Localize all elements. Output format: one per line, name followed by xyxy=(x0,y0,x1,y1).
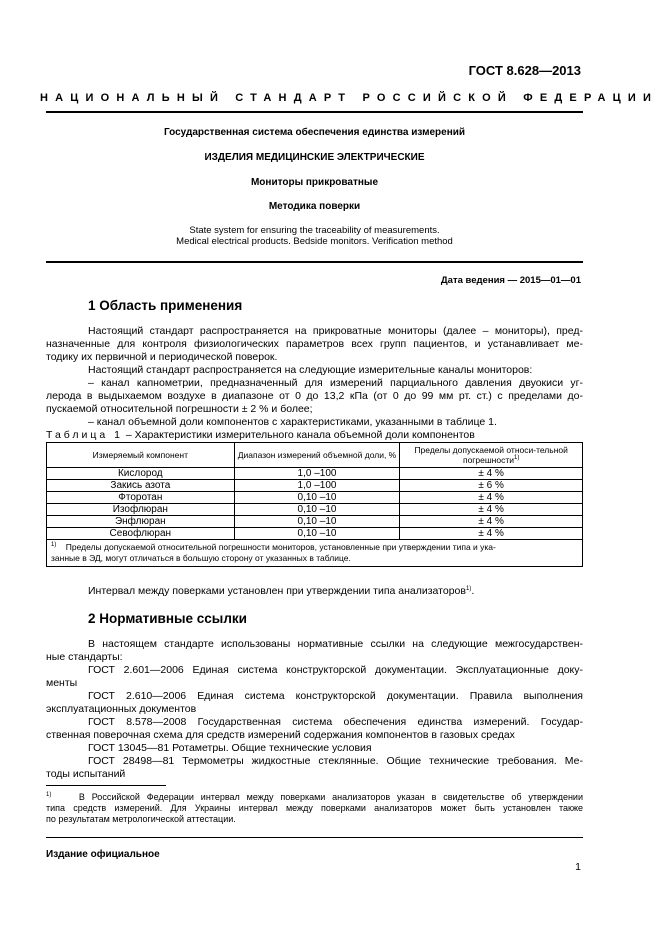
intro-date: Дата ведения — 2015—01—01 xyxy=(440,275,581,286)
text-line: ГОСТ 8.578—2008 Государственная система обеспечения единства измерений. Государ- xyxy=(88,716,583,728)
text-line: менты xyxy=(46,677,78,689)
table-header-text: Пределы допускаемой относи-тельной погрешности xyxy=(414,445,568,465)
text-line: ГОСТ 2.610—2006 Единая система конструкторской документации. Правила выполнения xyxy=(88,690,583,702)
table-row xyxy=(47,504,583,516)
interval-paragraph xyxy=(46,585,583,598)
table-cell: 0,10 –10 xyxy=(234,528,400,540)
text-line: Настоящий стандарт распространяется на прикроватные мониторы (далее – мониторы), пред- xyxy=(88,325,583,337)
table-cell: 1,0 –100 xyxy=(234,480,400,492)
section2-heading: 2 Нормативные ссылки xyxy=(88,611,247,626)
footnote-line: типа средств измерений. Для Украины интервал между поверками анализаторов может быть установлен также xyxy=(46,803,583,813)
text-line: Настоящий стандарт распространяется на следующие измерительные каналы мониторов: xyxy=(88,364,533,376)
table-row xyxy=(47,528,583,540)
title-method: Методика поверки xyxy=(268,201,361,212)
text-line: эксплуатационных документов xyxy=(46,703,197,715)
table1 xyxy=(46,442,583,567)
text-line: ГОСТ 2.601—2006 Единая система конструкторской документации. Эксплуатационные доку- xyxy=(88,664,583,676)
table-cell: ± 4 % xyxy=(400,468,583,480)
footnote-mark: 1) xyxy=(51,542,57,548)
footnote-line: по результатам метрологической аттестации. xyxy=(46,814,236,824)
page-number: 1 xyxy=(575,861,581,873)
table-cell: ± 6 % xyxy=(400,480,583,492)
table-note-row xyxy=(47,540,583,567)
table-cell: Севофлюран xyxy=(47,528,235,540)
text-line: ГОСТ 28498—81 Термометры жидкостные стеклянные. Общие технические требования. Ме- xyxy=(88,755,583,767)
table-note-line: Пределы допускаемой относительной погрешности мониторов, установленные при утверждении типа и ука- xyxy=(65,542,496,552)
table-cell: ± 4 % xyxy=(400,528,583,540)
title-english-2: Medical electrical products. Bedside monitors. Verification method xyxy=(176,236,453,247)
edition-label: Издание официальное xyxy=(46,849,160,860)
footer-rule xyxy=(46,837,583,838)
table-header-cell: Измеряемый компонент xyxy=(47,443,235,468)
table-note xyxy=(47,540,583,567)
section1-heading: 1 Область применения xyxy=(88,298,243,313)
text-line: лерода в выдыхаемом воздухе в диапазоне от 0 до 13,2 кПа (от 0 до 99 мм рт. ст.) с пределами до- xyxy=(46,390,583,402)
text-line: пускаемой относительной погрешности ± 2 % и более; xyxy=(46,403,313,415)
text-line: ные стандарты: xyxy=(46,651,123,663)
footnote-mark: 1) xyxy=(514,455,520,461)
table-row xyxy=(47,492,583,504)
table-row xyxy=(47,480,583,492)
text-line: В настоящем стандарте использованы нормативные ссылки на следующие межгосударствен- xyxy=(88,638,583,650)
text-line: тодику их первичной и периодической поверок. xyxy=(46,351,278,363)
title-system: Государственная система обеспечения единства измерений xyxy=(163,127,466,138)
table-cell: ± 4 % xyxy=(400,492,583,504)
table-cell: Закись азота xyxy=(47,480,235,492)
table-header-cell: Диапазон измерений объемной доли, % xyxy=(234,443,400,468)
table-row xyxy=(47,468,583,480)
title-monitors: Мониторы прикроватные xyxy=(250,177,379,188)
table-cell: 0,10 –10 xyxy=(234,516,400,528)
text-line: тоды испытаний xyxy=(46,768,126,780)
table-cell: Энфлюран xyxy=(47,516,235,528)
table-cell: 1,0 –100 xyxy=(234,468,400,480)
footnote xyxy=(46,792,583,828)
table-header-row xyxy=(47,443,583,468)
footnote-mark: 1) xyxy=(46,792,52,798)
footnote-line: В Российской Федерации интервал между поверками анализаторов указан в свидетельстве об утверждении xyxy=(78,792,583,802)
section2-text xyxy=(46,638,583,783)
document-code: ГОСТ 8.628—2013 xyxy=(468,63,581,78)
table-cell: 0,10 –10 xyxy=(234,504,400,516)
table-cell: ± 4 % xyxy=(400,504,583,516)
table-cell: Кислород xyxy=(47,468,235,480)
text-line: ГОСТ 13045—81 Ротаметры. Общие технические условия xyxy=(88,742,372,754)
footnote-mark: 1) xyxy=(465,586,472,592)
table1-caption-label: Таблица 1 xyxy=(46,429,123,441)
table-cell: Фторотан xyxy=(47,492,235,504)
text-line: ственная поверочная схема для средств измерений содержания компонентов в газовых средах xyxy=(46,729,515,741)
interval-text: Интервал между поверками установлен при утверждении типа анализаторов xyxy=(88,585,466,597)
table-row xyxy=(47,516,583,528)
title-rule xyxy=(46,261,583,263)
title-english-1: State system for ensuring the traceability of measurements. xyxy=(189,225,440,236)
table1-caption-text: – Характеристики измерительного канала объемной доли компонентов xyxy=(125,429,475,441)
table-header-cell xyxy=(400,443,583,468)
table-cell: 0,10 –10 xyxy=(234,492,400,504)
text-line: – канал объемной доли компонентов с характеристиками, указанными в таблице 1. xyxy=(88,416,497,428)
footnote-rule xyxy=(46,785,166,786)
table-note-line: занные в ЭД, могут отличаться в большую сторону от указанных в таблице. xyxy=(51,553,351,563)
interval-end: . xyxy=(471,585,475,597)
table1-caption xyxy=(46,429,475,441)
title-products: ИЗДЕЛИЯ МЕДИЦИНСКИЕ ЭЛЕКТРИЧЕСКИЕ xyxy=(204,152,425,163)
national-standard-banner: НАЦИОНАЛЬНЫЙ СТАНДАРТ РОССИЙСКОЙ ФЕДЕРАЦИИ xyxy=(40,92,659,104)
table-cell: ± 4 % xyxy=(400,516,583,528)
section1-text xyxy=(46,325,583,428)
table-cell: Изофлюран xyxy=(47,504,235,516)
text-line: назначенные для контроля физиологических параметров всех групп пациентов, и устанавливает ме- xyxy=(46,338,583,350)
text-line: – канал капнометрии, предназначенный для измерений парциального давления двуокиси уг- xyxy=(88,377,583,389)
top-rule xyxy=(46,111,583,113)
